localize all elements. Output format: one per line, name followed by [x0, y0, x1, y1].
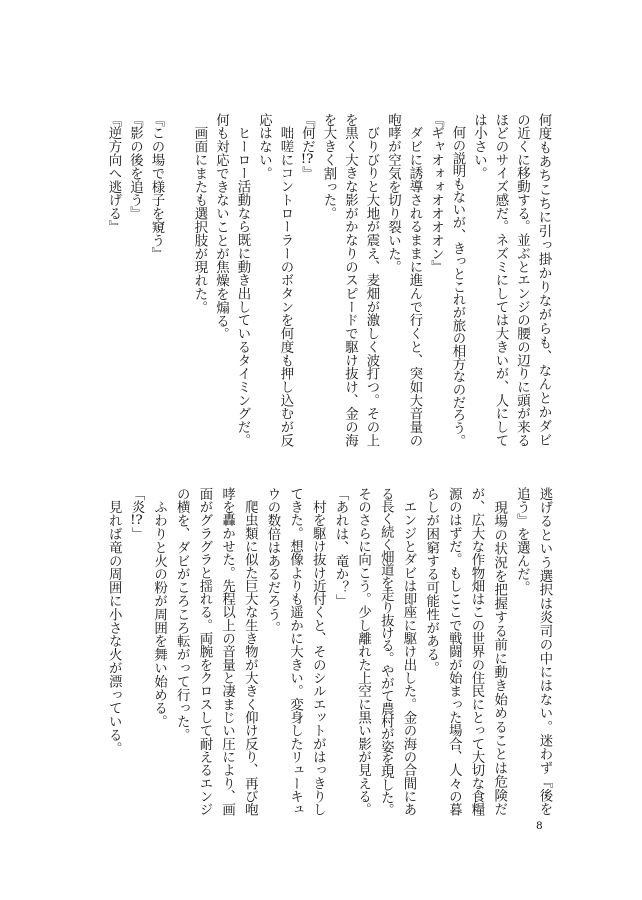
text-column: 面がグラグラと揺れる。両腕をクロスして耐えるエンジ [196, 487, 212, 817]
choice-option: 『影の後を追う』 [127, 113, 143, 221]
blank-line [167, 113, 189, 447]
text-column: 咄嗟にコントローラーのボタンを何度も押し込むが反 [278, 113, 293, 447]
text-column: 源のはずだ。もしここで戦闘が始まった場合、人々の暮 [446, 487, 462, 817]
text-column: 応はない。 [256, 113, 272, 180]
text-block-bottom [102, 487, 555, 816]
text-column: ウの数倍はあるだろう。 [264, 487, 280, 635]
choice-option: 『この場で様子を窺う』 [149, 113, 164, 261]
text-column: そのさらに向こう。少し離れた上空に黒い影が見える。 [355, 487, 371, 817]
text-column: らしが困窮する可能性がある。 [423, 487, 439, 675]
text-column: 画面にまたも選択肢が現れた。 [192, 113, 207, 314]
text-column: 『何だ!?』 [299, 113, 315, 181]
text-column: は小さい。 [471, 113, 487, 180]
text-column: 現場の状況を把握する前に動き始めることは危険だ [491, 487, 507, 816]
text-column: る長く続く畑道を走り抜ける。やがて農村が姿を現した。 [378, 487, 394, 816]
text-column: を黒く大きな影がかなりのスピードで駆け抜け、金の海 [342, 113, 358, 447]
text-column: 『ギャオォォオオオオン』 [428, 113, 444, 274]
text-column: ふわりと火の粉が周囲を舞い始める。 [151, 487, 167, 729]
text-block-top [103, 113, 555, 447]
choice-option: 『逆方向へ逃げる』 [106, 113, 121, 234]
text-column: 何も対応できないことが焦燥を煽る。 [213, 113, 229, 341]
text-column: が、広大な作物畑はこの世界の住民にとって大切な食糧 [468, 487, 484, 817]
text-column: 「あれは、竜か？」 [332, 487, 348, 608]
text-column: 「炎!?」 [128, 487, 144, 541]
text-column: 何の説明もないが、きっとこれが旅の相方なのだろう。 [450, 113, 465, 447]
text-column: ヒーロー活動なら既に動き出しているタイミングだ。 [235, 113, 250, 447]
tate-chu-yoko: !? [130, 513, 143, 528]
text-column: 爬虫類に似た巨大な生き物が大きく仰け反り、再び咆 [242, 487, 258, 817]
page-number: 8 [536, 820, 543, 832]
text-column: 追う』を選んだ。 [514, 487, 530, 595]
text-column: 見れば竜の周囲に小さな火が漂っている。 [106, 487, 122, 755]
text-column: ほどのサイズ感だ。ネズミにしては大きいが、人にして [493, 113, 508, 447]
text-column: の近くに移動する。並ぶとエンジの腰の辺りに頭が来る [514, 113, 530, 447]
text-column: の横を、ダビがころころ転がって行った。 [174, 487, 190, 742]
tate-chu-yoko: !? [300, 153, 314, 167]
text-column: エンジとダビは即座に駆け出した。金の海の合間にあ [400, 487, 416, 817]
text-column: てきた。想像よりも遥かに大きい。変身したリューキュ [287, 487, 303, 817]
text-column: を大きく割った。 [321, 113, 336, 221]
text-column: 村を駆け抜け近付くと、そのシルエットがはっきりし [310, 487, 326, 817]
text-column: 咆哮が空気を切り裂いた。 [385, 113, 401, 274]
text-column: 逃げるという選択は炎司の中にはない。迷わず『後を [537, 487, 552, 816]
text-column: ダビに誘導されるままに進んで行くと、突如大音量の [407, 113, 422, 447]
text-column: びりびりと大地が震え、麦畑が激しく波打つ。その上 [364, 113, 379, 447]
text-column: 何度もあちこちに引っ掛かりながらも、なんとかダビ [536, 113, 551, 447]
text-column: 哮を轟かせた。先程以上の音量と凄まじい圧により、画 [219, 487, 235, 817]
